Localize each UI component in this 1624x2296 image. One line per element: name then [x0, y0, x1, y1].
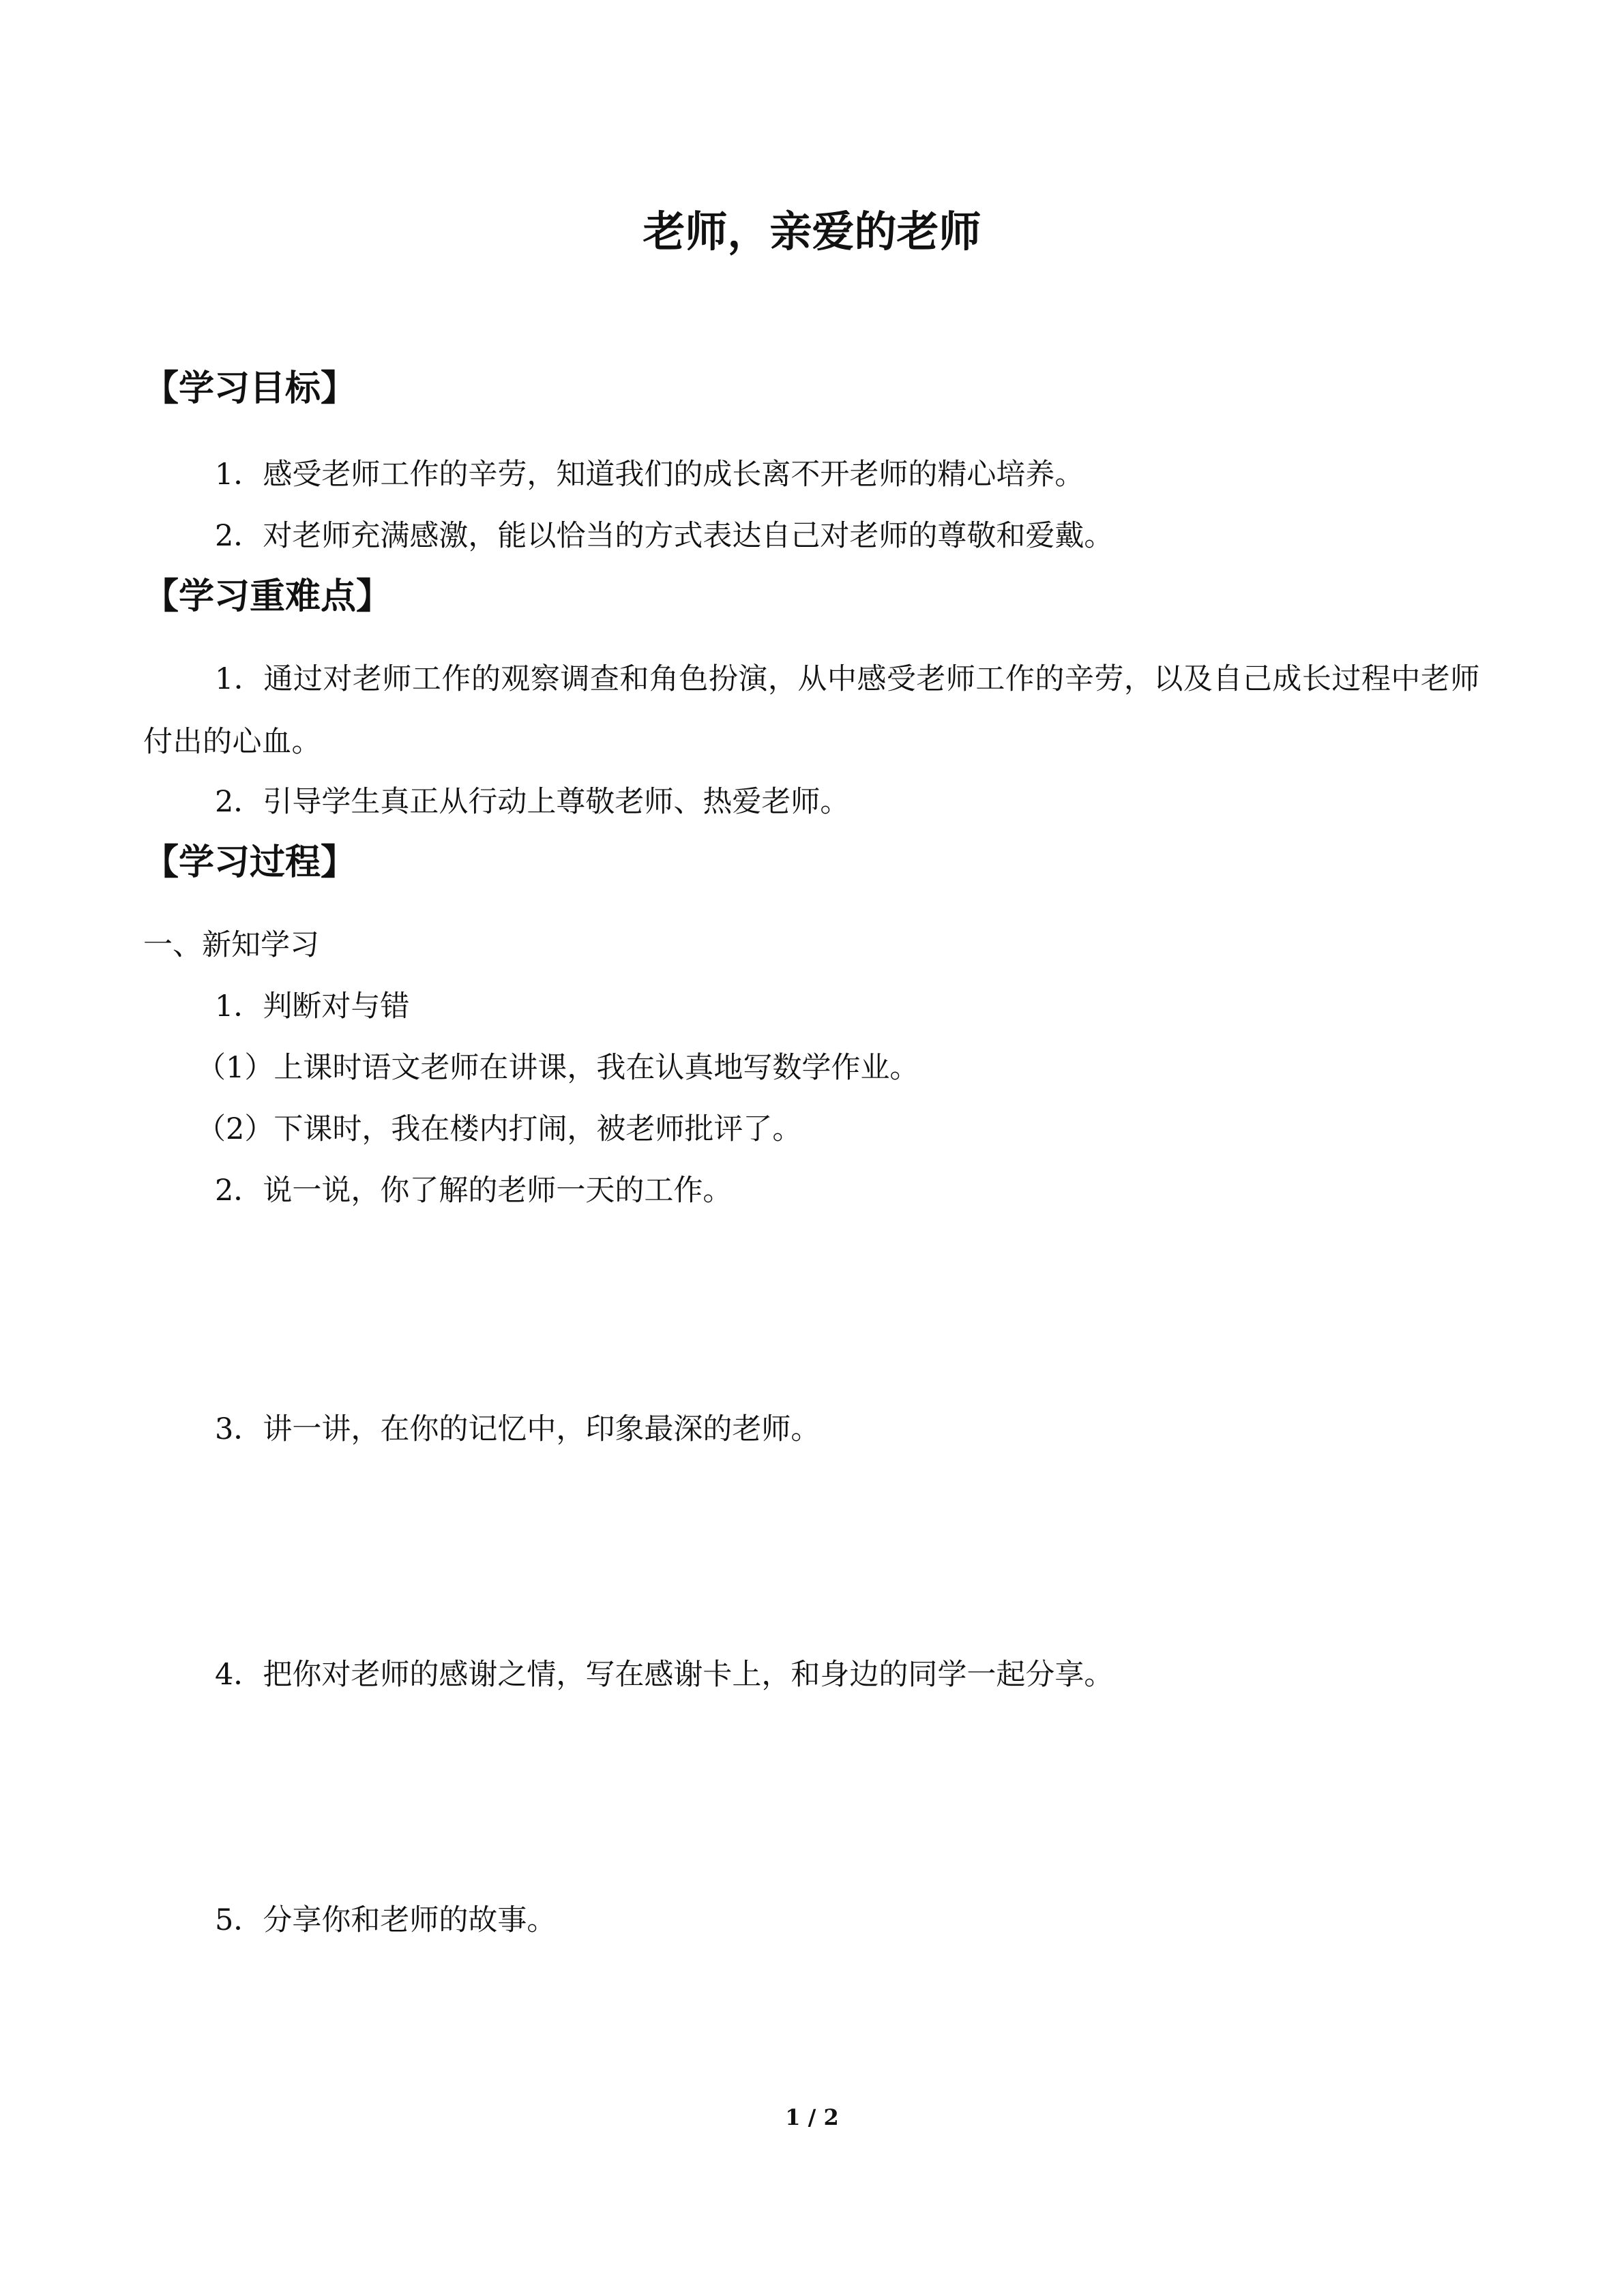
- process-item-3: 3．讲一讲，在你的记忆中，印象最深的老师。: [215, 1412, 821, 1446]
- process-item-1: 1．判断对与错: [215, 989, 410, 1024]
- process-subitem-2: （2）下课时，我在楼内打闹，被老师批评了。: [196, 1112, 802, 1146]
- objective-item-2: 2．对老师充满感激，能以恰当的方式表达自己对老师的尊敬和爱戴。: [215, 519, 1114, 553]
- page-number: 1 / 2: [785, 2104, 839, 2130]
- process-subitem-1: （1）上课时语文老师在讲课，我在认真地写数学作业。: [196, 1051, 919, 1085]
- process-item-5: 5．分享你和老师的故事。: [215, 1903, 557, 1937]
- page-title: 老师，亲爱的老师: [643, 207, 981, 256]
- key-point-item-1: 1．通过对老师工作的观察调查和角色扮演，从中感受老师工作的辛劳，以及自己成长过程中老师付出的心血。: [143, 662, 1480, 759]
- objective-item-1: 1．感受老师工作的辛劳，知道我们的成长离不开老师的精心培养。: [215, 458, 1084, 492]
- part-label: 一、新知学习: [143, 928, 319, 962]
- section-heading-objectives: 【学习目标】: [143, 368, 357, 409]
- process-item-2: 2．说一说，你了解的老师一天的工作。: [215, 1174, 733, 1208]
- process-item-4: 4．把你对老师的感谢之情，写在感谢卡上，和身边的同学一起分享。: [215, 1658, 1114, 1692]
- section-heading-key-points: 【学习重难点】: [143, 576, 392, 617]
- section-heading-process: 【学习过程】: [143, 842, 357, 883]
- key-point-item-2: 2．引导学生真正从行动上尊敬老师、热爱老师。: [215, 785, 850, 819]
